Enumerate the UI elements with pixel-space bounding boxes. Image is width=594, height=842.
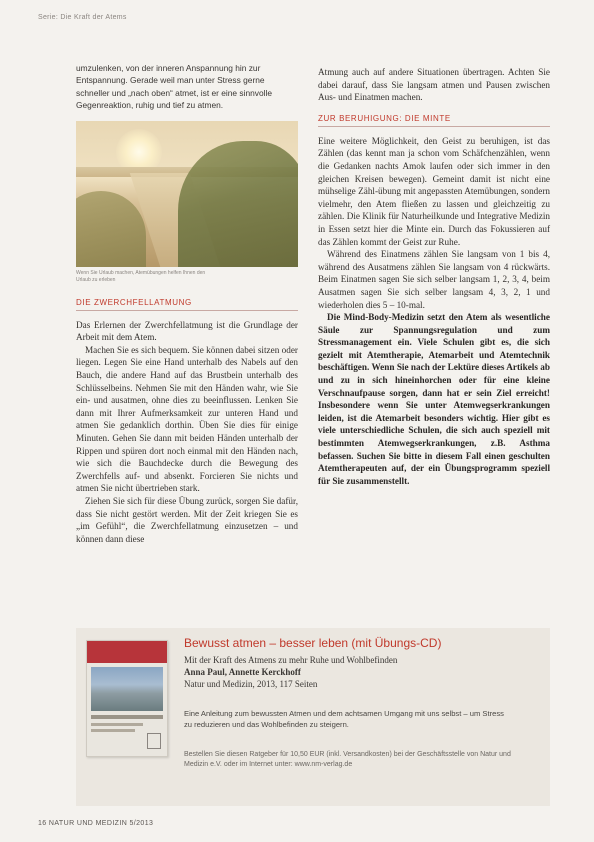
paragraph: Ziehen Sie sich für diese Übung zurück, sorgen Sie dafür, dass Sie nicht gestört werden. Mit der Zeit kriegen Sie es „im Gefühl“, die Zwerchfellatmung einzusetzen – und können dann diese (76, 495, 298, 544)
beach-photo (76, 121, 298, 267)
book-description: Eine Anleitung zum bewussten Atmen und dem achtsamen Umgang mit uns selbst – um Stress zu reduzieren und das Wohlbefinden zu steigern. (184, 709, 504, 729)
paragraph: Das Erlernen der Zwerchfellatmung ist die Grundlage der Arbeit mit dem Atem. (76, 319, 298, 343)
photo-caption: Wenn Sie Urlaub machen, Atemübungen helfen Ihnen den Urlaub zu erleben (76, 269, 206, 283)
dune-grass (178, 141, 298, 267)
section-title-minte: ZUR BERUHIGUNG: DIE MINTE (318, 114, 550, 127)
section-body-right (318, 135, 550, 488)
book-title: Bewusst atmen – besser leben (mit Übungs-CD) (184, 636, 442, 650)
cover-title-line (91, 715, 163, 719)
paragraph: Während des Einatmens zählen Sie langsam von 1 bis 4, während des Ausatmens zählen Sie langsam von 4 rückwärts. Beim Einatmen sagen Sie sich selber langsam 1, 2, 3, 4, beim Ausatmen sagen Sie sich selber langsam 4, 3, 2, 1 und wiederholen dies 5 – 10-mal. (318, 249, 550, 310)
dune-left (76, 191, 146, 267)
cd-badge-icon (147, 733, 161, 749)
right-intro (318, 66, 550, 104)
book-meta (184, 654, 397, 690)
paragraph-highlight: Die Mind-Body-Medizin setzt den Atem als wesentliche Säule zur Spannungsregulation und zum Stressmanagement ein. Viele Schulen gibt es, die sich gezielt mit Atemtherapie, Atemarbeit und Atemtechnik beschäftigen. Wenn Sie nach der Lektüre dieses Artikels ab und zu in sich hineinhorchen oder für eine kleine Verschnaufpause sorgen, dann hat er sein Ziel erreicht! Insbesondere wenn Sie unter Atemwegserkrankungen leiden, ist die Atemarbeit besonders wichtig. Hier gibt es viele unterschiedliche Schulen, die sich auch speziell mit bestimmten Atemwegserkrankungen, z.B. Asthma befassen. Suchen Sie bitte in diesem Fall einen geschulten Atemtherapeuten auf, der ein Übungsprogramm speziell für Sie zusammenstellt. (318, 312, 550, 486)
cover-image (91, 667, 163, 711)
paragraph: Eine weitere Möglichkeit, den Geist zu beruhigen, ist das Zählen (das kennt man ja schon vom Schäfchenzählen, wenn die Gedanken nachts Amok laufen oder sich immer in den gleichen Kreisen bewegen). Gemeint damit ist nicht eine mühselige Zähl-übung mit angepassten Atemübungen, sondern vielmehr, den Atem fließen zu lassen und gleichzeitig zu zählen. Die Klinik für Naturheilkunde und Integrative Medizin in Essen setzt hier die Minte ein. Durch das Fokussieren auf das Zählen kommt der Geist zur Ruhe. (318, 135, 550, 247)
paragraph: Machen Sie es sich bequem. Sie können dabei sitzen oder liegen. Legen Sie eine Hand unterhalb des Nabels auf den Bauch, die andere Hand auf das Brustbein unterhalb des Schlüsselbeins. Nehmen Sie mit den Händen wahr, wie Sie ein- und ausatmen, ohne dies zu beeinflussen. Lenken Sie dann mit Ihrer Aufmerksamkeit zur unteren Hand und atmen Sie gedanklich dorthin. Üben Sie dies für einige Minuten. Gehen Sie dann mit beiden Händen unterhalb der Rippen und spüren dort noch einmal mit den Händen nach, wie sich die Bauchdecke durch die Bewegung des Zwerchfells auf- und absenkt. Forcieren Sie nichts und atmen Sie nicht übertrieben stark. (76, 344, 298, 494)
book-recommendation (76, 628, 550, 806)
book-authors: Anna Paul, Annette Kerckhoff (184, 667, 301, 677)
cover-band (87, 641, 167, 663)
running-head: Serie: Die Kraft der Atems (38, 14, 127, 21)
page-footer: 16 NATUR UND MEDIZIN 5/2013 (38, 820, 154, 827)
right-column (318, 66, 550, 487)
section-body-left (76, 319, 298, 546)
section-title-zwerchfell: DIE ZWERCHFELLATMUNG (76, 298, 298, 311)
book-subtitle: Mit der Kraft des Atmens zu mehr Ruhe und Wohlbefinden (184, 655, 398, 665)
cover-text-line (91, 729, 135, 732)
cover-text-line (91, 723, 143, 726)
book-cover (86, 640, 168, 757)
paragraph: Atmung auch auf andere Situationen übertragen. Achten Sie dabei darauf, dass Sie langsam atmen und Pausen zwischen Aus- und Einatmen machen. (318, 67, 550, 103)
left-column (76, 62, 298, 545)
intro-text: umzulenken, von der inneren Anspannung hin zur Entspannung. Gerade weil man unter Stress gerne schneller und „nach oben“ atmet, ist er eine sinnvolle Gegenreaktion, ruhig und tief zu atmen. (76, 63, 272, 111)
book-publisher: Natur und Medizin, 2013, 117 Seiten (184, 679, 318, 689)
book-order-info: Bestellen Sie diesen Ratgeber für 10,50 EUR (inkl. Versandkosten) bei der Geschäftsstelle von Natur und Medizin e.V. oder im Internet unter: www.nm-verlag.de (184, 751, 511, 768)
